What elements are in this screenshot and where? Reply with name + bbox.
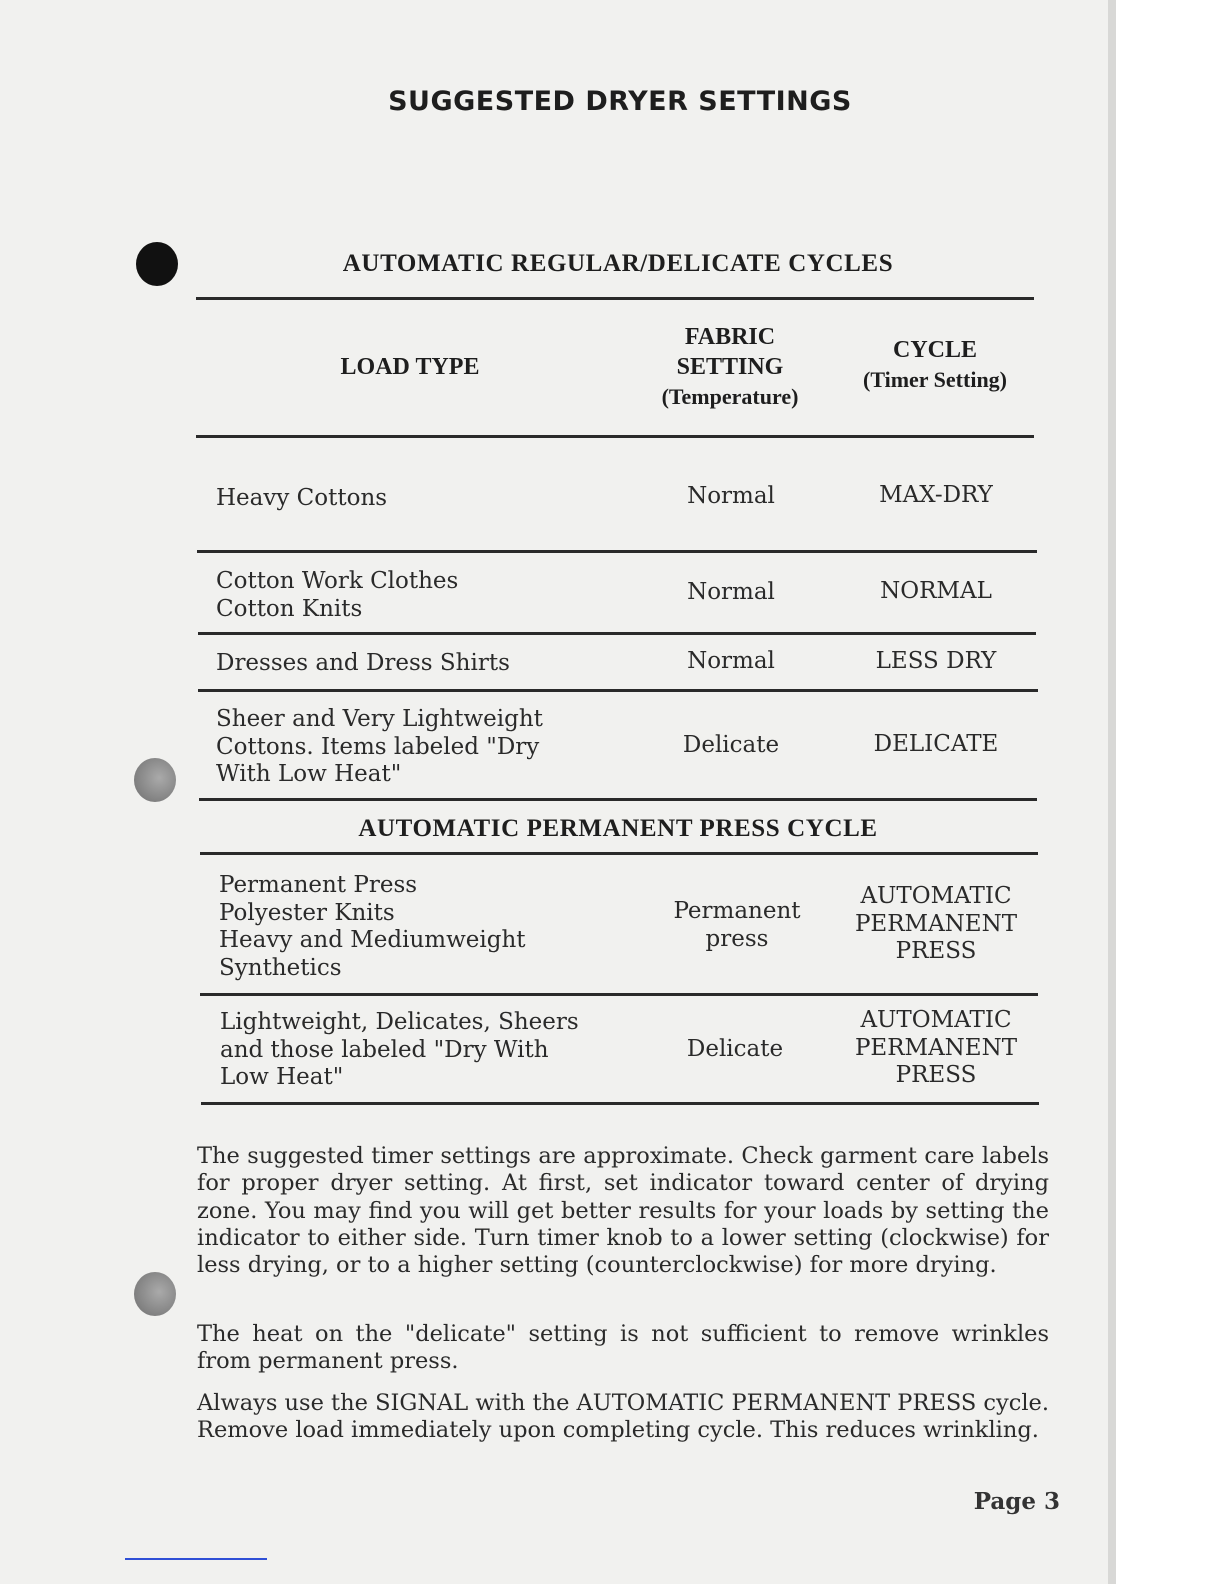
- table-row-cycle: NORMAL: [880, 578, 992, 604]
- page-edge: [1108, 0, 1116, 1584]
- table-row-fabric: Normal: [687, 579, 775, 605]
- binder-hole: [134, 758, 176, 802]
- table-row-cycle: AUTOMATIC PERMANENT PRESS: [854, 883, 1018, 964]
- table-row-fabric: Normal: [687, 483, 775, 509]
- table-row-cycle: LESS DRY: [875, 648, 997, 674]
- table-row-load: Heavy Cottons: [216, 485, 388, 511]
- table-rule: [199, 798, 1037, 801]
- note-paragraph: The heat on the "delicate" setting is not sufficient to remove wrinkles from permanent press.: [197, 1321, 1049, 1375]
- binder-hole: [134, 1272, 176, 1316]
- column-header-fabric-setting: FABRIC SETTING (Temperature): [661, 324, 799, 409]
- binder-hole: [136, 242, 178, 286]
- table-row-load: Cotton Work Clothes Cotton Knits: [216, 568, 459, 622]
- column-header-cycle: CYCLE (Timer Setting): [863, 337, 1007, 392]
- note-paragraph: Always use the SIGNAL with the AUTOMATIC PERMANENT PRESS cycle. Remove load immediately upon completing cycle. This reduces wrinkling.: [197, 1390, 1049, 1444]
- table-rule: [196, 435, 1034, 438]
- table-row-cycle: DELICATE: [873, 731, 999, 757]
- page-title: SUGGESTED DRYER SETTINGS: [388, 86, 852, 117]
- table-rule: [197, 550, 1037, 553]
- table-rule: [196, 297, 1034, 300]
- table-row-cycle: AUTOMATIC PERMANENT PRESS: [854, 1007, 1018, 1088]
- page-number: Page 3: [973, 1488, 1060, 1515]
- section-heading-regular-delicate: AUTOMATIC REGULAR/DELICATE CYCLES: [342, 250, 894, 277]
- column-header-load-type: LOAD TYPE: [340, 354, 480, 380]
- table-rule: [200, 852, 1038, 855]
- scan-marker-line: [125, 1558, 267, 1560]
- table-row-load: Lightweight, Delicates, Sheers and those labeled "Dry With Low Heat": [220, 1009, 579, 1090]
- table-row-fabric: Normal: [687, 648, 775, 674]
- table-row-load: Permanent Press Polyester Knits Heavy and Mediumweight Synthetics: [219, 872, 526, 981]
- table-row-fabric: Delicate: [686, 1036, 784, 1062]
- table-rule: [200, 993, 1038, 996]
- table-row-fabric: Delicate: [682, 732, 780, 758]
- table-row-load: Dresses and Dress Shirts: [216, 650, 510, 676]
- table-row-load: Sheer and Very Lightweight Cottons. Items labeled "Dry With Low Heat": [216, 706, 543, 787]
- table-row-cycle: MAX-DRY: [879, 482, 993, 508]
- table-rule: [201, 1102, 1039, 1105]
- section-heading-permanent-press: AUTOMATIC PERMANENT PRESS CYCLE: [358, 815, 878, 842]
- table-row-fabric: Permanent press: [673, 898, 801, 952]
- table-rule: [198, 632, 1036, 635]
- table-rule: [198, 689, 1038, 692]
- note-paragraph: The suggested timer settings are approximate. Check garment care labels for proper dryer setting. At first, set indicator toward center of drying zone. You may find you will get better results for your loads by setting the indicator to either side. Turn timer knob to a lower setting (clockwise) for less drying, or to a higher setting (counterclockwise) for more drying.: [197, 1143, 1049, 1279]
